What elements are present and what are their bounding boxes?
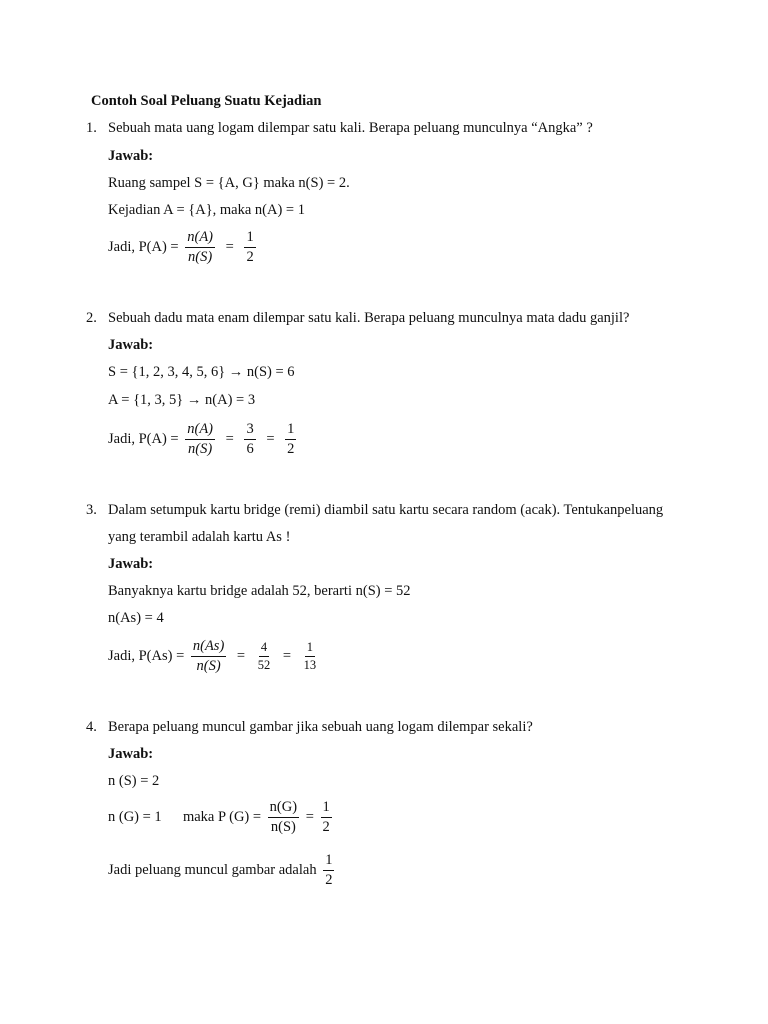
formula-label: maka P (G) = [182,809,262,826]
fraction-denominator: 2 [325,872,333,889]
conclusion-text: Jadi peluang muncul gambar adalah [108,862,317,879]
answer-line: Ruang sampel S = {A, G} maka n(S) = 2. [108,175,350,191]
fraction-numerator: 1 [285,421,296,440]
question-text: Berapa peluang muncul gambar jika sebuah uang logam dilempar sekali? [108,719,533,735]
question-number: 4. [86,719,97,735]
fraction-numerator: 3 [244,421,255,440]
answer-line: A = {1, 3, 5} → n(A) = 3 [108,392,256,408]
fraction-numerator: 1 [244,229,255,248]
fraction [191,638,226,676]
equals-sign: = [225,431,234,448]
probability-formula [108,421,299,459]
fraction [323,852,334,890]
answer-heading: Jawab: [108,746,154,762]
fraction [256,640,273,673]
fraction-denominator: 6 [246,441,254,458]
fraction [185,229,215,267]
fraction [268,799,299,837]
question-number: 3. [86,502,97,518]
fraction [285,421,296,459]
fraction [244,421,255,459]
fraction-denominator: n(S) [196,658,221,675]
equals-sign: = [225,239,234,256]
conclusion-line [108,852,337,890]
fraction-denominator: n(S) [188,441,213,458]
formula-label: Jadi, P(A) = [108,431,179,448]
probability-formula [108,229,259,267]
fraction-numerator: n(A) [185,421,215,440]
fraction-numerator: 1 [321,799,332,818]
question-text: Dalam setumpuk kartu bridge (remi) diambil satu kartu secara random (acak). Tentukanpeluang [108,502,664,518]
fraction [185,421,215,459]
answer-heading: Jawab: [108,556,154,572]
fraction-denominator: 2 [287,441,295,458]
answer-line: Banyaknya kartu bridge adalah 52, berarti n(S) = 52 [108,583,411,599]
fraction-numerator: n(G) [268,799,299,818]
fraction [302,640,319,673]
answer-heading: Jawab: [108,337,154,353]
fraction [321,799,332,837]
fraction-numerator: 1 [323,852,334,871]
probability-formula [108,638,321,676]
equals-sign: = [305,809,314,826]
fraction [244,229,255,267]
question-text: Sebuah dadu mata enam dilempar satu kali. Berapa peluang munculnya mata dadu ganjil? [108,310,630,326]
fraction-denominator: 13 [303,658,317,673]
equals-sign: = [266,431,275,448]
formula-label: Jadi, P(A) = [108,239,179,256]
question-number: 2. [86,310,97,326]
fraction-denominator: 52 [257,658,271,673]
fraction-numerator: 4 [259,640,269,657]
answer-line: Kejadian A = {A}, maka n(A) = 1 [108,202,305,218]
probability-formula [108,799,335,837]
formula-label: Jadi, P(As) = [108,648,185,665]
fraction-denominator: n(S) [188,249,213,266]
answer-heading: Jawab: [108,148,154,164]
question-text: Sebuah mata uang logam dilempar satu kali. Berapa peluang munculnya “Angka” ? [108,120,593,136]
answer-line: n (S) = 2 [108,773,160,789]
fraction-denominator: 2 [246,249,254,266]
fraction-numerator: n(A) [185,229,215,248]
page-title: Contoh Soal Peluang Suatu Kejadian [91,93,322,109]
fraction-numerator: n(As) [191,638,226,657]
equals-sign: = [236,648,246,665]
answer-line: n (G) = 1 [108,809,162,826]
equals-sign: = [282,648,292,665]
fraction-numerator: 1 [305,640,315,657]
answer-line: n(As) = 4 [108,610,164,626]
fraction-denominator: n(S) [270,819,296,836]
fraction-denominator: 2 [322,819,330,836]
question-number: 1. [86,120,97,136]
answer-line: S = {1, 2, 3, 4, 5, 6} → n(S) = 6 [108,364,295,380]
question-text: yang terambil adalah kartu As ! [108,529,291,545]
